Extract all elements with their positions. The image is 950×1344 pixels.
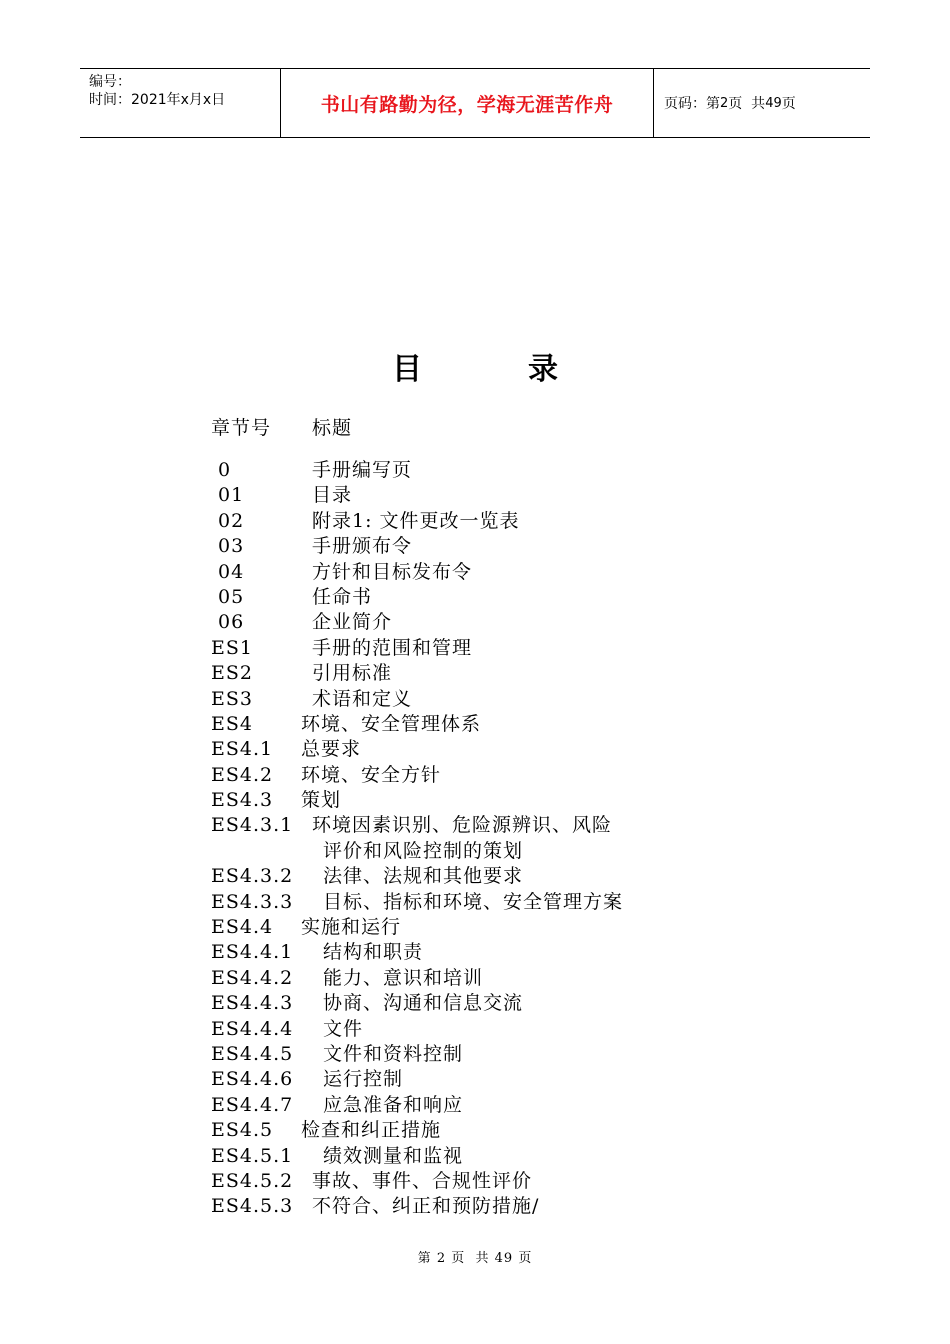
toc-entry-title: 结构和职责 bbox=[323, 941, 424, 964]
header-motto: 书山有路勤为径，学海无涯苦作舟 bbox=[281, 69, 654, 137]
toc-entry-title: 术语和定义 bbox=[312, 687, 413, 710]
toc-entry-title: 应急准备和响应 bbox=[323, 1093, 464, 1116]
toc-entry-number: ES4.4.5 bbox=[211, 1042, 294, 1065]
toc-title-left: 目 bbox=[392, 352, 422, 387]
toc-entry bbox=[211, 966, 771, 991]
toc-entry-title: 手册颁布令 bbox=[312, 535, 413, 558]
header-time-label: 时间：2021年x月x日 bbox=[89, 92, 226, 108]
toc-title-right: 录 bbox=[528, 352, 558, 387]
toc-entry-title: 环境因素识别、危险源辨识、风险 bbox=[312, 814, 613, 837]
toc-entry-title: 绩效测量和监视 bbox=[323, 1144, 464, 1167]
toc-entry-number: 0 bbox=[211, 459, 232, 481]
toc-entry-number: ES3 bbox=[211, 687, 253, 710]
header-page-total: 49 bbox=[765, 95, 782, 111]
toc-entry-title: 目标、指标和环境、安全管理方案 bbox=[323, 890, 624, 913]
toc-entry-title: 评价和风险控制的策划 bbox=[323, 839, 524, 862]
toc-entry-title: 协商、沟通和信息交流 bbox=[323, 992, 524, 1015]
toc-entry bbox=[211, 636, 771, 661]
toc-entry-title: 总要求 bbox=[301, 738, 362, 761]
toc-entry-title: 文件和资料控制 bbox=[323, 1042, 464, 1065]
toc-entry-title: 环境、安全方针 bbox=[301, 763, 442, 786]
toc-entry bbox=[211, 509, 771, 534]
toc-entry-title: 不符合、纠正和预防措施/ bbox=[312, 1195, 540, 1218]
toc-entry-title: 运行控制 bbox=[323, 1068, 404, 1091]
toc-entry bbox=[211, 687, 771, 712]
toc-entry-number: 02 bbox=[211, 509, 245, 532]
toc-entry-title: 文件 bbox=[323, 1017, 364, 1040]
toc-entry-number: ES4.3 bbox=[211, 789, 274, 812]
header-page-suffix: 页 bbox=[781, 96, 796, 112]
footer-prefix: 第 bbox=[417, 1251, 432, 1266]
toc-entry-number: ES4.4.6 bbox=[211, 1068, 294, 1091]
toc-entry bbox=[211, 940, 771, 965]
toc-entry-title: 实施和运行 bbox=[301, 916, 402, 939]
toc-entry-title: 法律、法规和其他要求 bbox=[323, 865, 524, 888]
toc-entry-number: ES4.5.2 bbox=[211, 1169, 294, 1192]
toc-entry-title: 手册的范围和管理 bbox=[312, 636, 473, 659]
toc-entry-title: 引用标准 bbox=[312, 662, 393, 685]
toc-entry bbox=[211, 991, 771, 1016]
footer-current: 2 bbox=[436, 1251, 447, 1266]
toc-entry-number: ES4.5.1 bbox=[211, 1144, 294, 1167]
toc-entry-number: ES4.3.3 bbox=[211, 890, 294, 913]
toc-entry-title: 任命书 bbox=[312, 585, 373, 608]
toc-entry-number: ES4.1 bbox=[211, 738, 274, 761]
toc-list bbox=[211, 458, 771, 1220]
toc-entry-title: 能力、意识和培训 bbox=[323, 966, 484, 989]
header-page-mid: 页 共 bbox=[728, 96, 766, 112]
toc-entry-number: ES4.4.7 bbox=[211, 1093, 294, 1116]
toc-entry bbox=[211, 1144, 771, 1169]
toc-entry-number: ES2 bbox=[211, 662, 253, 685]
toc-entry bbox=[211, 1194, 771, 1219]
header-number-label: 编号： bbox=[89, 74, 131, 90]
toc-entry-number: 01 bbox=[211, 484, 245, 507]
toc-entry-number: ES4.4.4 bbox=[211, 1017, 294, 1040]
header-page-current: 2 bbox=[720, 95, 729, 111]
toc-entry bbox=[211, 839, 771, 864]
toc-entry bbox=[211, 534, 771, 559]
toc-entry-title: 目录 bbox=[312, 484, 353, 507]
toc-entry-number: ES4.4.1 bbox=[211, 941, 294, 964]
toc-entry bbox=[211, 560, 771, 585]
toc-entry bbox=[211, 788, 771, 813]
toc-entry-number: ES4.4 bbox=[211, 916, 274, 939]
toc-entry-title: 策划 bbox=[301, 789, 342, 812]
toc-col-title: 标题 bbox=[312, 417, 353, 439]
toc-entry-number: ES4.2 bbox=[211, 763, 274, 786]
footer-total: 49 bbox=[494, 1251, 514, 1266]
footer-mid: 页 共 bbox=[451, 1251, 490, 1266]
toc-entry-number: 03 bbox=[211, 535, 245, 558]
toc-entry-title: 环境、安全管理体系 bbox=[301, 712, 482, 735]
toc-entry bbox=[211, 712, 771, 737]
toc-entry-number: ES4.5.3 bbox=[211, 1195, 294, 1218]
toc-entry-number: 04 bbox=[211, 560, 245, 583]
toc-entry-number: ES1 bbox=[211, 636, 253, 659]
toc-entry bbox=[211, 1067, 771, 1092]
toc-entry bbox=[211, 813, 771, 838]
toc-entry bbox=[211, 737, 771, 762]
toc-entry-title: 检查和纠正措施 bbox=[301, 1119, 442, 1142]
toc-entry-title: 手册编写页 bbox=[312, 459, 413, 481]
toc-title bbox=[0, 344, 950, 388]
toc-entry bbox=[211, 1169, 771, 1194]
toc-entry bbox=[211, 864, 771, 889]
toc-entry bbox=[211, 661, 771, 686]
toc-entry-title: 企业简介 bbox=[312, 611, 393, 634]
toc-entry bbox=[211, 1118, 771, 1143]
toc-col-chapter: 章节号 bbox=[211, 417, 272, 439]
toc-entry bbox=[211, 890, 771, 915]
header-page-prefix: 页码：第 bbox=[664, 96, 720, 112]
toc-entry bbox=[211, 763, 771, 788]
header-page-info bbox=[654, 69, 870, 137]
toc-entry bbox=[211, 585, 771, 610]
page-header bbox=[80, 68, 870, 138]
toc-entry bbox=[211, 915, 771, 940]
toc-column-headers bbox=[211, 413, 353, 440]
toc-entry-title: 方针和目标发布令 bbox=[312, 560, 473, 583]
toc-entry bbox=[211, 1093, 771, 1118]
page-footer bbox=[0, 1247, 950, 1266]
footer-suffix: 页 bbox=[518, 1251, 533, 1266]
header-meta bbox=[80, 69, 281, 137]
toc-entry-number: ES4.3.2 bbox=[211, 865, 294, 888]
toc-entry bbox=[211, 483, 771, 508]
toc-entry bbox=[211, 458, 771, 483]
toc-entry-title: 附录1: 文件更改一览表 bbox=[312, 509, 520, 532]
toc-entry-number: ES4.3.1 bbox=[211, 814, 294, 837]
toc-entry bbox=[211, 610, 771, 635]
toc-entry-number: ES4.4.3 bbox=[211, 992, 294, 1015]
toc-entry bbox=[211, 1017, 771, 1042]
toc-entry-title: 事故、事件、合规性评价 bbox=[312, 1169, 533, 1192]
toc-entry bbox=[211, 1042, 771, 1067]
toc-entry-number: ES4 bbox=[211, 712, 253, 735]
toc-entry-number: ES4.5 bbox=[211, 1119, 274, 1142]
toc-entry-number: 05 bbox=[211, 585, 245, 608]
toc-entry-number: 06 bbox=[211, 611, 245, 634]
toc-entry-number: ES4.4.2 bbox=[211, 966, 294, 989]
